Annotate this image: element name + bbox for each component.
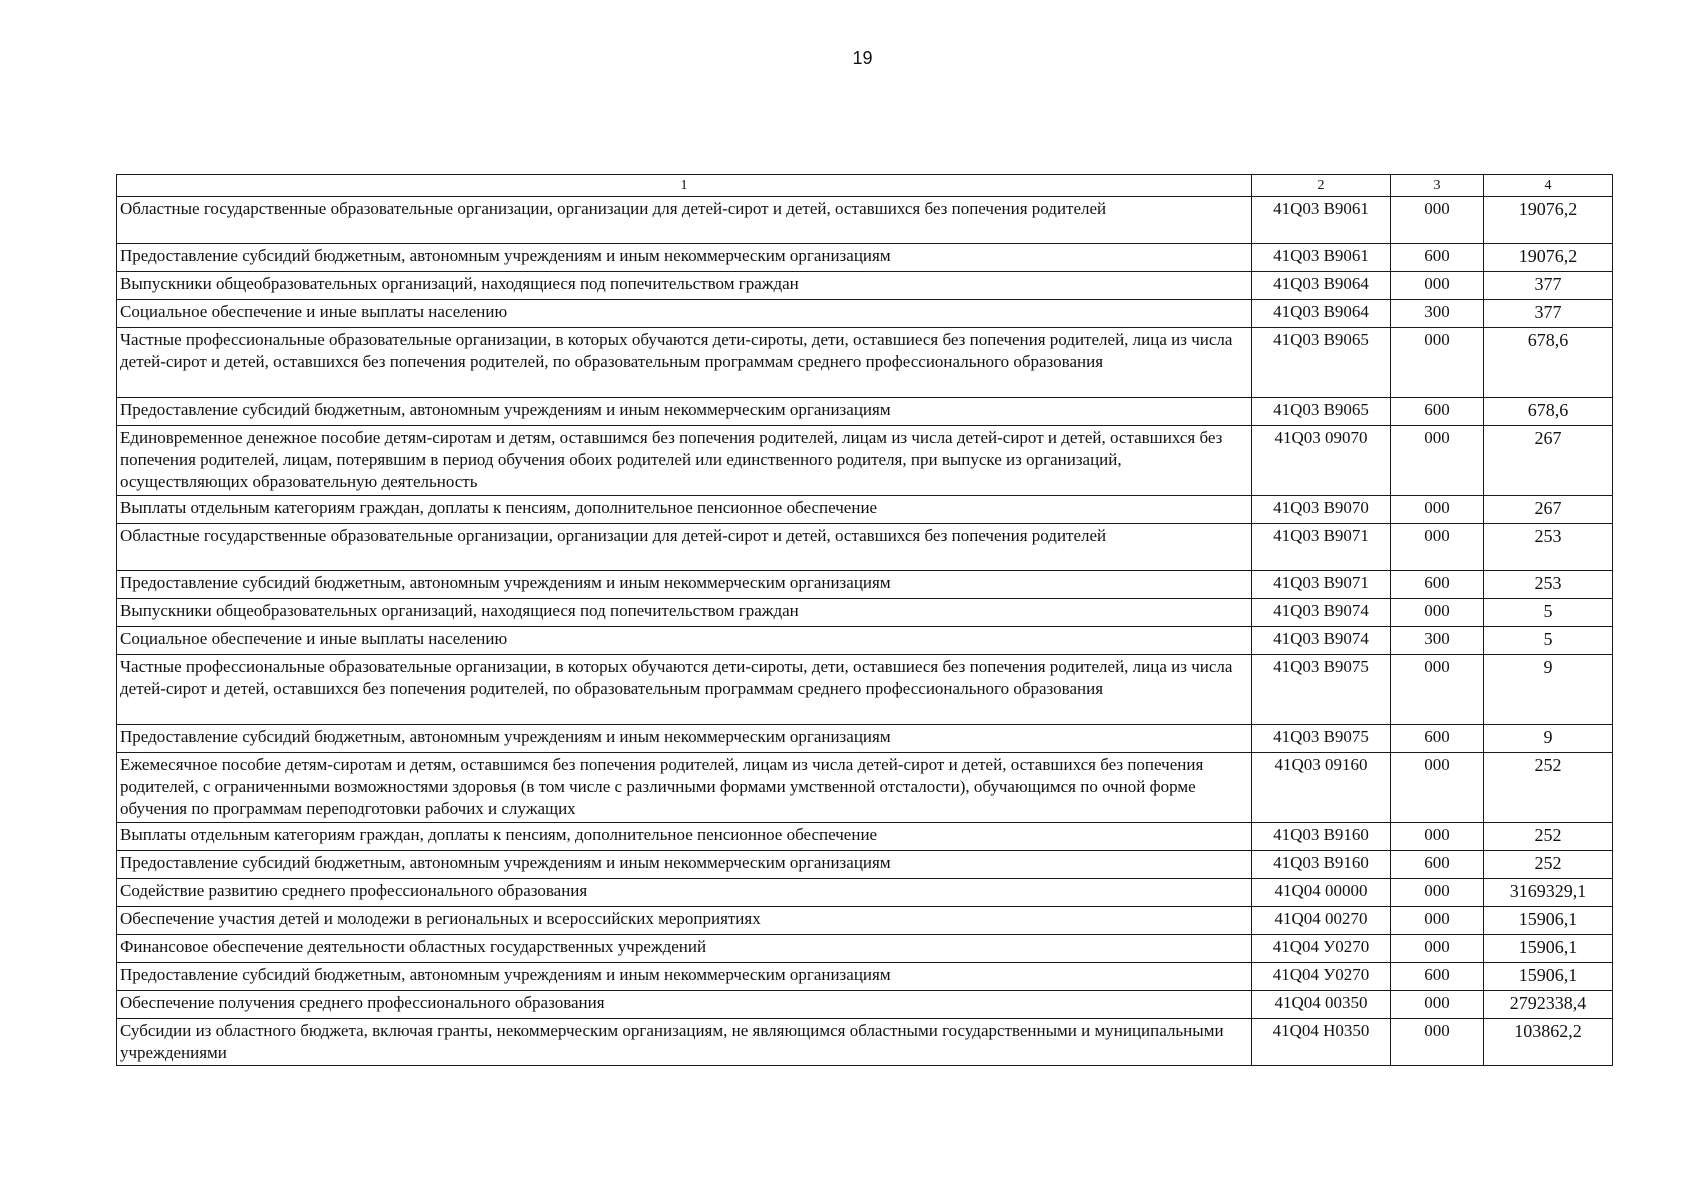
cell-name: Частные профессиональные образовательные организации, в которых обучаются дети-сироты, дети, оставшиеся без попечения родителей, лица из числа детей-сирот и детей, оставшихся без попечения родителей, по образовательным программам среднего профессионального образования: [117, 655, 1252, 725]
cell-name: Предоставление субсидий бюджетным, автономным учреждениям и иным некоммерческим организациям: [117, 851, 1252, 879]
cell-code: 41Q03 B9071: [1252, 571, 1391, 599]
cell-amount: 9: [1484, 655, 1613, 725]
cell-code: 41Q03 B9074: [1252, 599, 1391, 627]
table-row: [117, 300, 1613, 328]
table-row: [117, 851, 1613, 879]
cell-code: 41Q03 B9061: [1252, 197, 1391, 244]
cell-kind: 000: [1391, 1019, 1484, 1066]
page-number: 19: [852, 48, 873, 68]
cell-kind: 000: [1391, 599, 1484, 627]
table-row: [117, 963, 1613, 991]
cell-code: 41Q04 00350: [1252, 991, 1391, 1019]
cell-amount: 3169329,1: [1484, 879, 1613, 907]
cell-code: 41Q03 09070: [1252, 426, 1391, 496]
cell-kind: 000: [1391, 991, 1484, 1019]
table-row: [117, 197, 1613, 244]
budget-table: [116, 174, 1613, 1066]
table-row: [117, 426, 1613, 496]
cell-name: Ежемесячное пособие детям-сиротам и детям, оставшимся без попечения родителей, лицам из числа детей-сирот и детей, оставшихся без попечения родителей, с ограниченными возможностями здоровья (в том числе с различными формами умственной отсталости), обучающимся по очной форме обучения по программам переподготовки рабочих и служащих: [117, 753, 1252, 823]
cell-kind: 000: [1391, 655, 1484, 725]
cell-code: 41Q03 B9071: [1252, 524, 1391, 571]
cell-name: Социальное обеспечение и иные выплаты населению: [117, 300, 1252, 328]
cell-code: 41Q04 У0270: [1252, 963, 1391, 991]
table-row: [117, 655, 1613, 725]
cell-name: Финансовое обеспечение деятельности областных государственных учреждений: [117, 935, 1252, 963]
table-row: [117, 823, 1613, 851]
cell-amount: 253: [1484, 571, 1613, 599]
cell-code: 41Q04 У0270: [1252, 935, 1391, 963]
cell-name: Социальное обеспечение и иные выплаты населению: [117, 627, 1252, 655]
cell-kind: 600: [1391, 398, 1484, 426]
cell-amount: 267: [1484, 496, 1613, 524]
table-row: [117, 725, 1613, 753]
cell-kind: 600: [1391, 851, 1484, 879]
cell-kind: 600: [1391, 963, 1484, 991]
cell-amount: 252: [1484, 753, 1613, 823]
column-header-code: 2: [1252, 175, 1391, 197]
cell-code: 41Q03 09160: [1252, 753, 1391, 823]
cell-kind: 000: [1391, 753, 1484, 823]
cell-amount: 377: [1484, 300, 1613, 328]
cell-code: 41Q03 B9064: [1252, 272, 1391, 300]
cell-amount: 5: [1484, 599, 1613, 627]
cell-name: Предоставление субсидий бюджетным, автономным учреждениям и иным некоммерческим организациям: [117, 571, 1252, 599]
cell-code: 41Q03 B9061: [1252, 244, 1391, 272]
cell-code: 41Q03 B9065: [1252, 398, 1391, 426]
cell-amount: 19076,2: [1484, 244, 1613, 272]
column-header-kind: 3: [1391, 175, 1484, 197]
cell-amount: 253: [1484, 524, 1613, 571]
table-row: [117, 935, 1613, 963]
column-header-name: 1: [117, 175, 1252, 197]
cell-code: 41Q04 00270: [1252, 907, 1391, 935]
cell-kind: 000: [1391, 426, 1484, 496]
cell-amount: 9: [1484, 725, 1613, 753]
cell-amount: 2792338,4: [1484, 991, 1613, 1019]
cell-kind: 000: [1391, 823, 1484, 851]
table-row: [117, 907, 1613, 935]
cell-code: 41Q03 B9070: [1252, 496, 1391, 524]
table-row: [117, 1019, 1613, 1066]
cell-code: 41Q03 B9160: [1252, 851, 1391, 879]
column-header-amount: 4: [1484, 175, 1613, 197]
table-header-row: [117, 175, 1613, 197]
cell-amount: 15906,1: [1484, 935, 1613, 963]
cell-kind: 600: [1391, 244, 1484, 272]
cell-name: Выпускники общеобразовательных организаций, находящиеся под попечительством граждан: [117, 599, 1252, 627]
cell-name: Единовременное денежное пособие детям-сиротам и детям, оставшимся без попечения родителей, лицам из числа детей-сирот и детей, оставшихся без попечения родителей, лицам, потерявшим в период обучения обоих родителей или единственного родителя, при выпуске из организаций, осуществляющих образовательную деятельность: [117, 426, 1252, 496]
cell-kind: 600: [1391, 571, 1484, 599]
table-row: [117, 879, 1613, 907]
cell-name: Частные профессиональные образовательные организации, в которых обучаются дети-сироты, дети, оставшиеся без попечения родителей, лица из числа детей-сирот и детей, оставшихся без попечения родителей, по образовательным программам среднего профессионального образования: [117, 328, 1252, 398]
cell-name: Обеспечение получения среднего профессионального образования: [117, 991, 1252, 1019]
cell-amount: 15906,1: [1484, 963, 1613, 991]
table-row: [117, 599, 1613, 627]
cell-code: 41Q04 H0350: [1252, 1019, 1391, 1066]
cell-amount: 678,6: [1484, 398, 1613, 426]
cell-kind: 000: [1391, 272, 1484, 300]
cell-amount: 15906,1: [1484, 907, 1613, 935]
cell-name: Обеспечение участия детей и молодежи в региональных и всероссийских мероприятиях: [117, 907, 1252, 935]
cell-name: Областные государственные образовательные организации, организации для детей-сирот и детей, оставшихся без попечения родителей: [117, 524, 1252, 571]
cell-kind: 300: [1391, 627, 1484, 655]
table-row: [117, 627, 1613, 655]
cell-code: 41Q03 B9065: [1252, 328, 1391, 398]
cell-kind: 000: [1391, 197, 1484, 244]
cell-code: 41Q03 B9075: [1252, 725, 1391, 753]
cell-name: Содействие развитию среднего профессионального образования: [117, 879, 1252, 907]
cell-kind: 000: [1391, 879, 1484, 907]
cell-name: Выплаты отдельным категориям граждан, доплаты к пенсиям, дополнительное пенсионное обеспечение: [117, 823, 1252, 851]
table-row: [117, 496, 1613, 524]
cell-amount: 252: [1484, 851, 1613, 879]
cell-kind: 000: [1391, 935, 1484, 963]
cell-code: 41Q03 B9064: [1252, 300, 1391, 328]
cell-name: Предоставление субсидий бюджетным, автономным учреждениям и иным некоммерческим организациям: [117, 244, 1252, 272]
cell-name: Предоставление субсидий бюджетным, автономным учреждениям и иным некоммерческим организациям: [117, 725, 1252, 753]
cell-kind: 600: [1391, 725, 1484, 753]
table-row: [117, 244, 1613, 272]
cell-name: Выплаты отдельным категориям граждан, доплаты к пенсиям, дополнительное пенсионное обеспечение: [117, 496, 1252, 524]
cell-amount: 377: [1484, 272, 1613, 300]
cell-name: Предоставление субсидий бюджетным, автономным учреждениям и иным некоммерческим организациям: [117, 963, 1252, 991]
table-row: [117, 524, 1613, 571]
table-row: [117, 991, 1613, 1019]
table-row: [117, 753, 1613, 823]
cell-name: Субсидии из областного бюджета, включая гранты, некоммерческим организациям, не являющимся областными государственными и муниципальными учреждениями: [117, 1019, 1252, 1066]
cell-name: Областные государственные образовательные организации, организации для детей-сирот и детей, оставшихся без попечения родителей: [117, 197, 1252, 244]
cell-kind: 000: [1391, 496, 1484, 524]
cell-amount: 19076,2: [1484, 197, 1613, 244]
cell-name: Предоставление субсидий бюджетным, автономным учреждениям и иным некоммерческим организациям: [117, 398, 1252, 426]
cell-kind: 300: [1391, 300, 1484, 328]
cell-name: Выпускники общеобразовательных организаций, находящиеся под попечительством граждан: [117, 272, 1252, 300]
cell-amount: 267: [1484, 426, 1613, 496]
cell-amount: 252: [1484, 823, 1613, 851]
table-row: [117, 328, 1613, 398]
cell-amount: 5: [1484, 627, 1613, 655]
cell-code: 41Q03 B9160: [1252, 823, 1391, 851]
cell-code: 41Q03 B9074: [1252, 627, 1391, 655]
cell-code: 41Q04 00000: [1252, 879, 1391, 907]
cell-amount: 678,6: [1484, 328, 1613, 398]
cell-code: 41Q03 B9075: [1252, 655, 1391, 725]
table-row: [117, 398, 1613, 426]
table-row: [117, 272, 1613, 300]
cell-kind: 000: [1391, 524, 1484, 571]
cell-kind: 000: [1391, 328, 1484, 398]
cell-amount: 103862,2: [1484, 1019, 1613, 1066]
table-row: [117, 571, 1613, 599]
cell-kind: 000: [1391, 907, 1484, 935]
